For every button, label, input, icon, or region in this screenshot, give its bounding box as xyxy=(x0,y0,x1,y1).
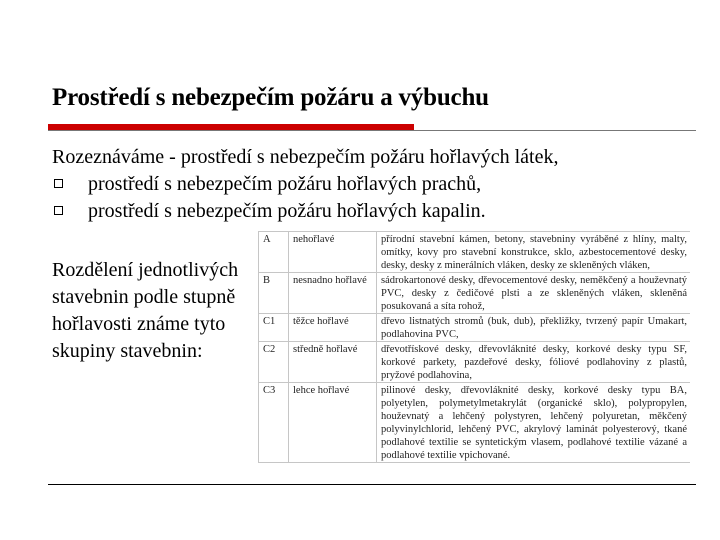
class-materials: dřevotřískové desky, dřevovláknité desky, korkové desky typu SF, korkové parkety, pazdeřové desky, fóliové podlahoviny z plastů, pryžové podlahovina, xyxy=(377,342,691,383)
class-name: nehořlavé xyxy=(289,232,377,273)
class-materials: sádrokartonové desky, dřevocementové desky, neměkčený a houževnatý PVC, desky z čedičové plsti a ze skleněných vláken, skleněná posukovaná a síta rohož, xyxy=(377,273,691,314)
intro-line: Rozeznáváme - prostředí s nebezpečím požáru hořlavých látek, xyxy=(52,146,559,168)
class-code: B xyxy=(259,273,289,314)
table-row xyxy=(259,232,691,273)
table-row xyxy=(259,383,691,463)
bullet-item xyxy=(52,171,692,198)
class-materials: přírodní stavební kámen, betony, stavebniny vyráběné z hlíny, malty, omítky, kovy pro stavební konstrukce, sklo, azbestocementové desky, desky, desky z minerálních vláken, desky ze skleněných vláken, xyxy=(377,232,691,273)
class-name: středně hořlavé xyxy=(289,342,377,383)
class-code: A xyxy=(259,232,289,273)
flammability-table xyxy=(258,231,690,463)
class-name: těžce hořlavé xyxy=(289,314,377,342)
bullet-list xyxy=(52,171,692,225)
class-code: C2 xyxy=(259,342,289,383)
table-row xyxy=(259,314,691,342)
class-name: nesnadno hořlavé xyxy=(289,273,377,314)
title-underline xyxy=(48,130,696,131)
classification-line: hořlavosti známe tyto xyxy=(52,313,226,335)
square-bullet-icon xyxy=(54,179,63,188)
class-materials: dřevo listnatých stromů (buk, dub), překližky, tvrzený papír Umakart, podlahovina PVC, xyxy=(377,314,691,342)
class-code: C1 xyxy=(259,314,289,342)
bullet-item xyxy=(52,198,692,225)
classification-line: skupiny stavebnin: xyxy=(52,340,203,362)
classification-intro xyxy=(52,257,267,365)
bullet-text: prostředí s nebezpečím požáru hořlavých kapalin. xyxy=(88,200,486,222)
class-name: lehce hořlavé xyxy=(289,383,377,463)
bottom-divider xyxy=(48,484,696,485)
intro-block xyxy=(52,144,692,225)
slide-title: Prostředí s nebezpečím požáru a výbuchu xyxy=(52,84,489,111)
table-row xyxy=(259,342,691,383)
bullet-text: prostředí s nebezpečím požáru hořlavých prachů, xyxy=(88,173,482,195)
class-code: C3 xyxy=(259,383,289,463)
classification-line: Rozdělení jednotlivých xyxy=(52,259,239,281)
class-materials: pilinové desky, dřevovláknité desky, korkové desky typu BA, polyetylen, polymetylmetakrylát (organické sklo), polypropylen, houževnatý a lehčený polystyren, lehčený polyuretan, měkčený polyvinylchlorid, lehčený PVC, akrylový laminát polyesterový, tkané podlahové textilie se syntetickým vlasem, podlahové textilie vázané a podlahové textilie vpichované. xyxy=(377,383,691,463)
classification-line: stavebnin podle stupně xyxy=(52,286,236,308)
table-row xyxy=(259,273,691,314)
flammability-table-image xyxy=(258,231,690,479)
square-bullet-icon xyxy=(54,206,63,215)
